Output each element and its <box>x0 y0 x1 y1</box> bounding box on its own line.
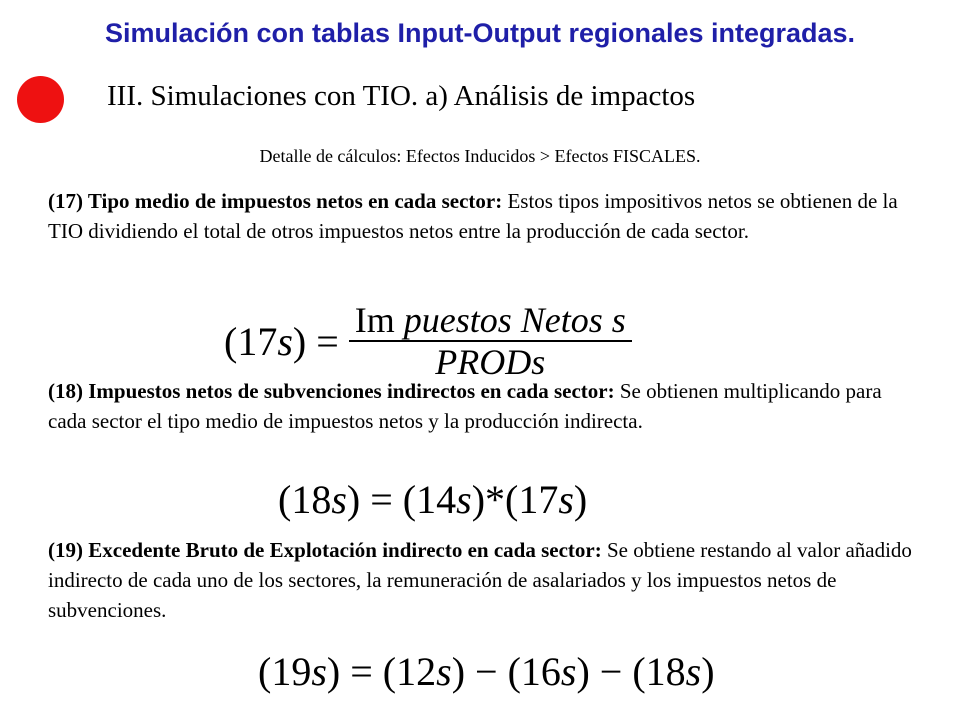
formula-17-numerator <box>349 300 632 340</box>
formula-18-part-d: ) <box>573 477 588 522</box>
formula-18-part-c: )*(17 <box>471 477 559 522</box>
formula-19-part-c: ) − (16 <box>451 649 561 694</box>
formula-18-part-a: (18 <box>278 477 332 522</box>
formula-18 <box>278 476 587 523</box>
formula-17-den-text: PRODs <box>435 342 546 382</box>
formula-19-part-e: ) <box>701 649 715 694</box>
formula-18-var-3: s <box>558 477 574 522</box>
formula-17-lhs-var: s <box>277 318 293 364</box>
formula-19-part-a: (19 <box>258 649 312 694</box>
paragraph-19 <box>48 535 918 625</box>
formula-19 <box>258 648 715 695</box>
formula-19-part-d: ) − (18 <box>576 649 686 694</box>
formula-18-part-b: ) = (14 <box>346 477 457 522</box>
section-heading: III. Simulaciones con TIO. a) Análisis de impactos <box>107 80 696 112</box>
formula-19-var-4: s <box>685 649 702 694</box>
paragraph-18 <box>48 376 918 436</box>
paragraph-17-heading: (17) Tipo medio de impuestos netos en cada sector: <box>48 189 503 213</box>
paragraph-18-body: Se obtienen multiplicando para cada sector el tipo medio de impuestos netos y la producción indirecta. <box>48 379 882 433</box>
formula-18-var-1: s <box>331 477 347 522</box>
formula-19-part-b: ) = (12 <box>326 649 437 694</box>
formula-17 <box>224 300 632 382</box>
slide-title: Simulación con tablas Input-Output regionales integradas. <box>104 18 856 48</box>
paragraph-19-heading: (19) Excedente Bruto de Explotación indirecto en cada sector: <box>48 538 602 562</box>
formula-17-lhs: (17 <box>224 318 278 364</box>
detail-subtitle: Detalle de cálculos: Efectos Inducidos > Efectos FISCALES. <box>259 146 701 166</box>
paragraph-17 <box>48 186 918 246</box>
formula-19-var-3: s <box>560 649 577 694</box>
paragraph-18-heading: (18) Impuestos netos de subvenciones indirectos en cada sector: <box>48 379 615 403</box>
paragraph-19-body: Se obtiene restando al valor añadido indirecto de cada uno de los sectores, la remuneración de asalariados y los impuestos netos de subvenciones. <box>48 538 912 622</box>
formula-17-num-rest: puestos Netos s <box>394 300 626 340</box>
formula-19-var-2: s <box>436 649 452 694</box>
red-bullet-icon <box>17 76 64 123</box>
formula-17-fraction <box>349 300 632 382</box>
formula-19-var-1: s <box>311 649 327 694</box>
formula-18-var-2: s <box>456 477 472 522</box>
formula-17-equals: ) = <box>292 318 339 364</box>
formula-17-num-im: Im <box>354 300 395 340</box>
paragraph-17-body: Estos tipos impositivos netos se obtienen de la TIO dividiendo el total de otros impuestos netos entre la producción de cada sector. <box>48 189 898 243</box>
